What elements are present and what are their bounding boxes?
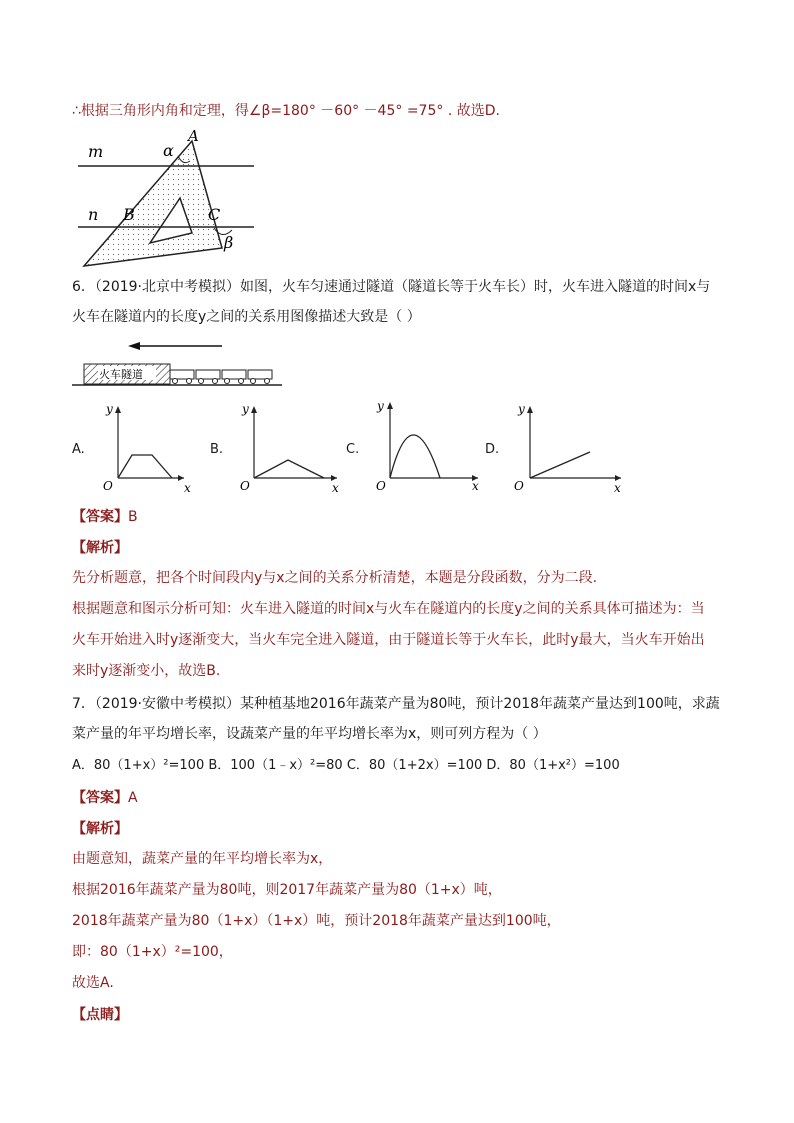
graph-c-curve [390,435,440,478]
svg-text:x: x [614,481,621,495]
option-b-graph [232,400,342,495]
q5-conclusion: ∴根据三角形内角和定理，得∠β=180° －60° －45° =75° . 故选D. [72,103,500,119]
svg-text:O: O [514,479,524,493]
graph-d-curve [530,452,590,478]
q7-stem-line1: 7．（2019·安徽中考模拟）某种植基地2016年蔬菜产量为80吨，预计2018年蔬菜产量达到100吨，求蔬 [72,696,720,712]
q7-analysis-line: 根据2016年蔬菜产量为80吨，则2017年蔬菜产量为80（1+x）吨， [72,882,502,898]
option-a-label: A. [72,442,85,457]
svg-text:x: x [184,481,191,495]
q6-tunnel-figure [72,340,287,388]
option-a-graph [94,400,194,495]
svg-text:y: y [518,402,525,416]
q6-analysis-line: 来时y逐渐变小，故选B. [72,663,221,679]
option-b-label: B. [210,442,224,457]
option-d-label: D. [485,442,500,457]
svg-text:O: O [103,479,113,493]
q6-analysis-line: 先分析题意，把各个时间段内y与x之间的关系分析清楚，本题是分段函数，分为二段. [72,570,598,586]
svg-text:x: x [332,481,339,495]
svg-text:O: O [240,479,250,493]
svg-text:y: y [242,402,249,416]
label-beta: β [224,233,234,252]
q6-analysis-line: 根据题意和图示分析可知：火车进入隧道的时间x与火车在隧道内的长度y之间的关系具体可描述为：当 [72,601,705,617]
label-n: n [88,205,99,224]
option-d-graph [506,400,626,495]
graph-a-curve [118,455,172,478]
q6-analysis-tag: 【解析】 [72,540,128,556]
label-alpha: α [163,141,174,160]
label-m: m [88,142,104,161]
svg-text:y: y [106,402,113,416]
label-c: C [208,205,221,224]
svg-text:O: O [376,479,386,493]
label-a: A [188,128,199,145]
graph-b-curve [254,460,324,478]
triangle-ruler [84,141,222,266]
svg-text:x: x [472,479,479,493]
tunnel-label: 火车隧道 [99,368,143,381]
svg-text:y: y [377,399,384,413]
q7-answer: 【答案】A [72,790,138,806]
arrow-head-icon [128,342,140,350]
label-b: B [123,205,135,224]
q6-stem-line1: 6．（2019·北京中考模拟）如图，火车匀速通过隧道（隧道长等于火车长）时，火车进入隧道的时间x与 [72,279,711,295]
q7-analysis-line: 即：80（1+x）²=100， [72,944,233,960]
q5-triangle-figure [72,128,272,268]
q7-analysis-line: 由题意知，蔬菜产量的年平均增长率为x， [72,851,333,867]
q7-analysis-tag: 【解析】 [72,821,128,837]
q7-comment-tag: 【点睛】 [72,1007,128,1023]
train-cars [170,370,272,384]
q7-stem-line2: 菜产量的年平均增长率，设蔬菜产量的年平均增长率为x，则可列方程为（ ） [72,726,547,742]
q7-analysis-line: 2018年蔬菜产量为80（1+x）（1+x）吨，预计2018年蔬菜产量达到100吨， [72,913,561,929]
option-c-graph [368,398,483,493]
q7-analysis-line: 故选A. [72,975,114,991]
q7-choices: A．80（1+x）²=100 B．100（1﹣x）²=80 C．80（1+2x）=100 D．80（1+x²）=100 [72,758,620,773]
option-c-label: C. [346,442,360,457]
q6-answer: 【答案】B [72,509,138,525]
q6-analysis-line: 火车开始进入时y逐渐变大，当火车完全进入隧道，由于隧道长等于火车长，此时y最大，当火车开始出 [72,632,705,648]
q6-stem-line2: 火车在隧道内的长度y之间的关系用图像描述大致是（ ） [72,309,421,325]
